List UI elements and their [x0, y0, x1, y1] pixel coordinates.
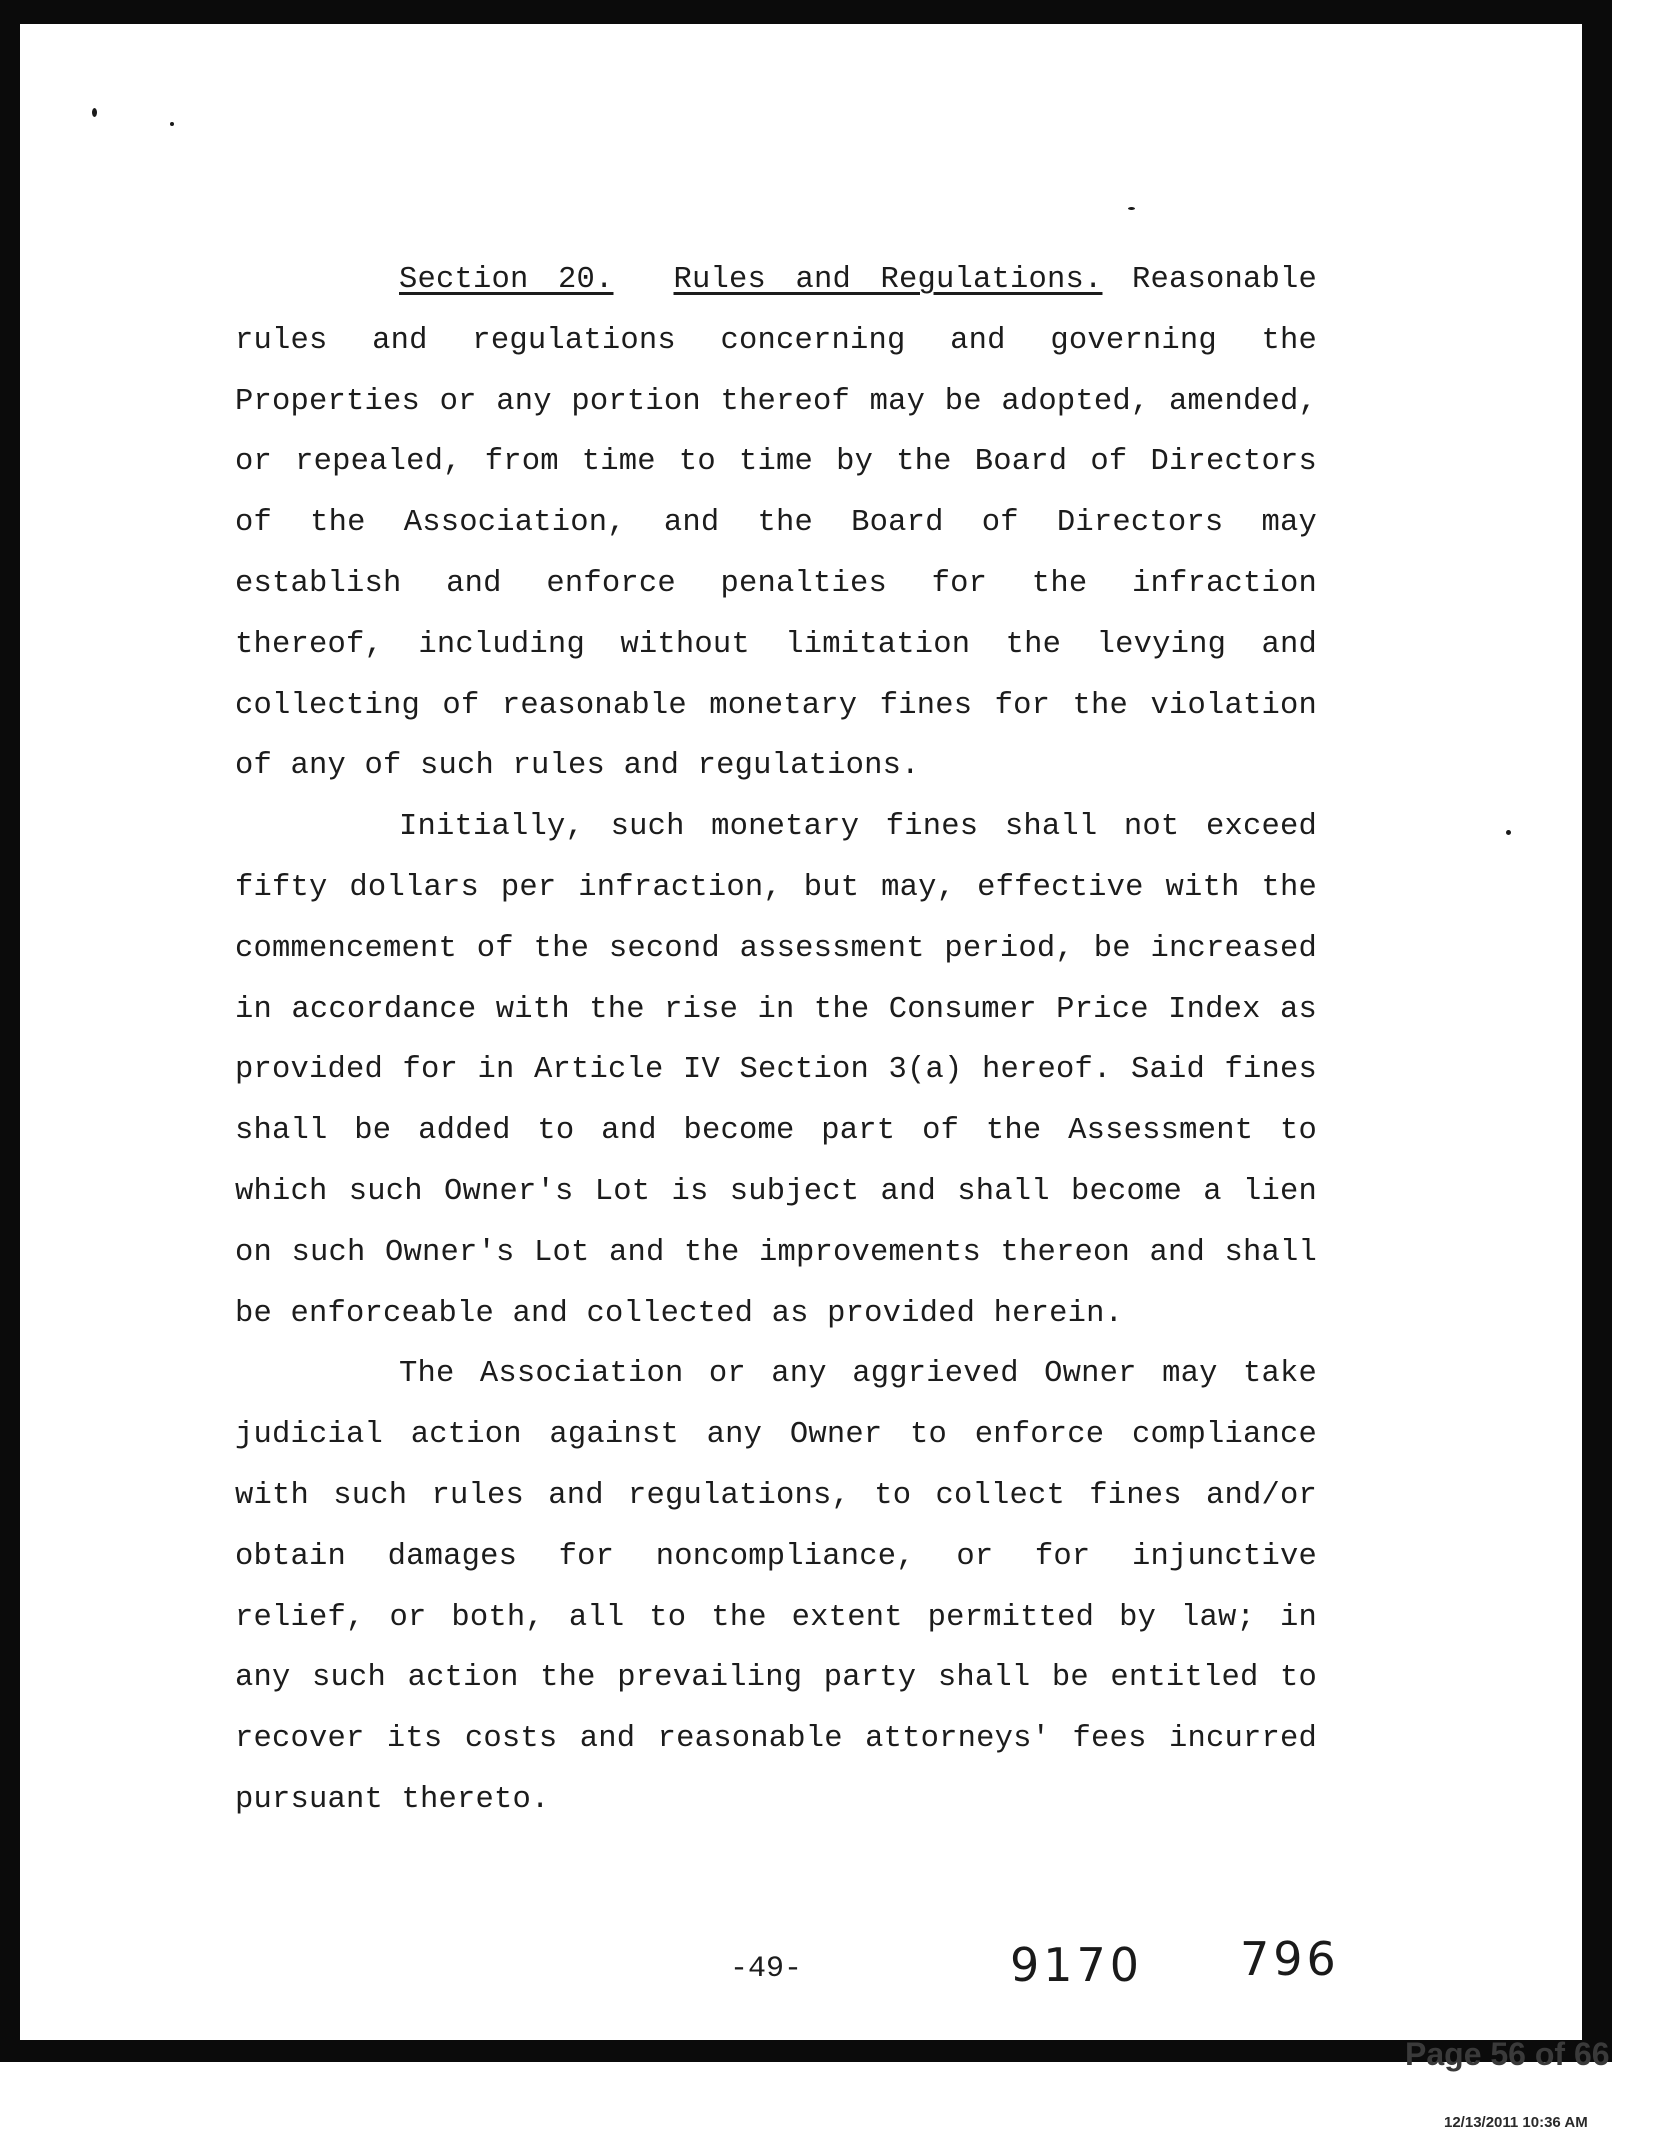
- scan-speck: [170, 122, 174, 126]
- scan-speck: [1128, 207, 1135, 210]
- paragraph-rules: [235, 250, 1317, 797]
- section-title: Rules and Regulations.: [673, 263, 1103, 297]
- scan-speck: [1506, 830, 1511, 835]
- paragraph-enforcement: The Association or any aggrieved Owner may take judicial action against any Owner to enforce compliance with such rules and regulations, to collect fines and/or obtain damages for noncompliance, or for injunctive relief, or both, all to the extent permitted by law; in any such action the prevailing party shall be entitled to recover its costs and reasonable attorneys' fees incurred pursuant thereto.: [235, 1357, 1317, 1817]
- section-heading: Section 20.: [399, 263, 614, 297]
- page-number: -49-: [730, 1952, 803, 1986]
- footer-page-count: Page 56 of 66: [1405, 2036, 1610, 2072]
- paragraph-text: Reasonable rules and regulations concerning and governing the Properties or any portion thereof may be adopted, amended, or repealed, from time to time by the Board of Directors of the Association, and the Board of Directors may establish and enforce penalties for the infraction thereof, including without limitation the levying and collecting of reasonable monetary fines for the violation of any of such rules and regulations.: [235, 263, 1317, 784]
- scan-speck: [92, 108, 97, 117]
- paragraph-fines: Initially, such monetary fines shall not exceed fifty dollars per infraction, but may, effective with the commencement of the second assessment period, be increased in accordance with the rise in the Consumer Price Index as provided for in Article IV Section 3(a) hereof. Said fines shall be added to and become part of the Assessment to which such Owner's Lot is subject and shall become a lien on such Owner's Lot and the improvements thereon and shall be enforceable and collected as provided herein.: [235, 810, 1317, 1331]
- recording-book-stamp: 9170: [1010, 1938, 1144, 1992]
- recording-page-stamp: 796: [1240, 1932, 1340, 1986]
- footer-timestamp: 12/13/2011 10:36 AM: [1444, 2114, 1588, 2131]
- document-body: [235, 250, 1317, 1831]
